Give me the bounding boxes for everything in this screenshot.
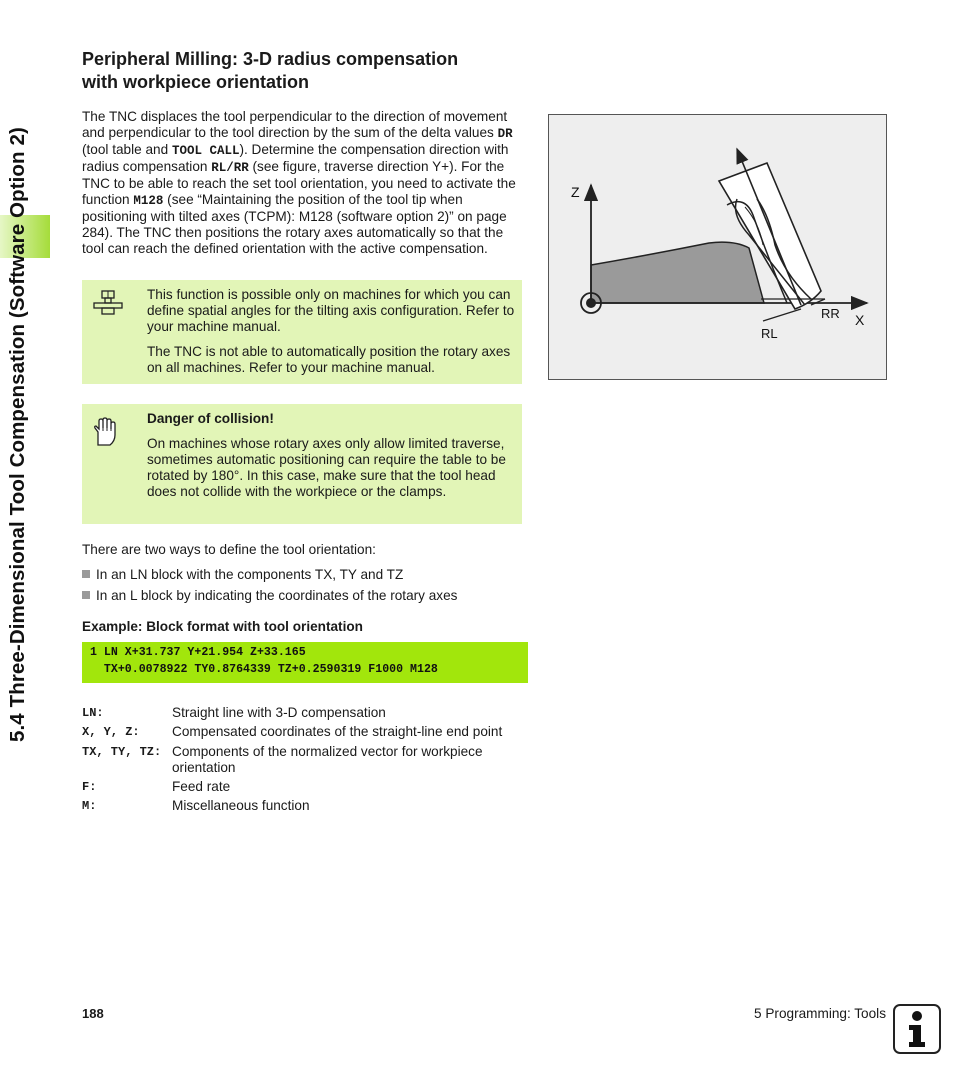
rl-label: RL — [761, 326, 778, 341]
definition-term: X, Y, Z: — [82, 725, 140, 739]
code-rl-rr: RL/RR — [211, 161, 249, 175]
definition-desc: Straight line with 3-D compensation — [172, 705, 386, 720]
heading-line-2: with workpiece orientation — [82, 72, 310, 92]
definition-desc: Feed rate — [172, 779, 231, 794]
example-heading: Example: Block format with tool orientation — [82, 619, 363, 634]
z-axis-label: Z — [571, 184, 580, 200]
info-glyph — [895, 1006, 939, 1052]
danger-note-title: Danger of collision! — [147, 411, 274, 426]
definition-term: LN: — [82, 706, 104, 720]
rr-label: RR — [821, 306, 840, 321]
list-item: In an LN block with the components TX, TY and TZ — [82, 567, 403, 583]
heading-line-1: Peripheral Milling: 3-D radius compensation — [82, 49, 459, 69]
bullet-square-icon — [82, 570, 90, 578]
section-heading — [82, 48, 522, 94]
hand-warning-icon — [92, 417, 118, 447]
x-axis-label: X — [855, 312, 865, 328]
info-icon[interactable] — [893, 1004, 941, 1054]
ways-intro: There are two ways to define the tool orientation: — [82, 542, 376, 557]
chapter-side-title: 5.4 Three-Dimensional Tool Compensation (Software Option 2) — [6, 127, 29, 743]
intro-paragraph: The TNC displaces the tool perpendicular to the direction of movement and perpendicular to the tool direction by the sum of the delta values DR (tool table and TOOL CALL). Determine the compensation direction with radius compensation RL/RR (see figure, traverse direction Y+). For the TNC to be able to reach the set tool orientation, you need to activate the function M128 (see “Maintaining the position of the tool tip when positioning with tilted axes (TCPM): M128 (software option 2)” on page 284). The TNC then positions the rotary axes automatically so that the tool can reach the defined orientation with the active compensation. — [82, 109, 516, 256]
danger-note-text: On machines whose rotary axes only allow limited traverse, sometimes automatic positioning can require the table to be rotated by 180°. In this case, make sure that the tool head does not collide with the workpiece or the clamps. — [147, 436, 506, 499]
code-line-2: TX+0.0078922 TY0.8764339 TZ+0.2590319 F1000 M128 — [90, 663, 438, 676]
definition-term: TX, TY, TZ: — [82, 745, 162, 759]
definition-desc: Miscellaneous function — [172, 798, 310, 813]
machine-note-text-2: The TNC is not able to automatically position the rotary axes on all machines. Refer to your machine manual. — [147, 344, 511, 375]
workpiece-shape — [591, 242, 764, 303]
machine-note — [82, 280, 522, 384]
machine-note-text-1: This function is possible only on machines for which you can define spatial angles for the tilting axis configuration. Refer to your machine manual. — [147, 287, 515, 334]
list-item: In an L block by indicating the coordinates of the rotary axes — [82, 588, 457, 604]
page-number: 188 — [82, 1006, 104, 1021]
code-tool-call: TOOL CALL — [171, 144, 240, 158]
compensation-figure — [548, 114, 887, 380]
origin-dot — [586, 298, 596, 308]
figure-drawing — [549, 115, 886, 379]
machine-tool-icon — [92, 289, 126, 317]
rl-line — [763, 309, 801, 321]
code-m128: M128 — [133, 194, 164, 208]
definition-term: F: — [82, 780, 97, 794]
definition-term: M: — [82, 799, 97, 813]
chapter-footer: 5 Programming: Tools — [754, 1006, 886, 1021]
definition-desc: Compensated coordinates of the straight-line end point — [172, 724, 503, 739]
danger-note — [82, 404, 522, 524]
code-dr: DR — [497, 127, 513, 141]
code-line-1: 1 LN X+31.737 Y+21.954 Z+33.165 — [90, 646, 306, 659]
bullet-square-icon — [82, 591, 90, 599]
code-example-box — [82, 642, 528, 683]
definition-desc: Components of the normalized vector for workpiece orientation — [172, 744, 483, 775]
